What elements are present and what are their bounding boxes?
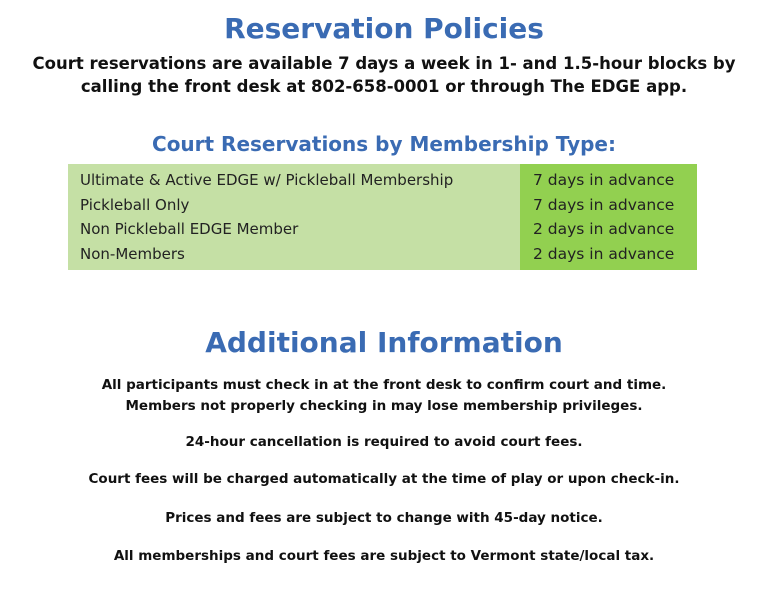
tax-notice: All memberships and court fees are subject to Vermont state/local tax. [113, 548, 655, 564]
membership-type-cell: Non-Members [68, 242, 520, 271]
membership-type-cell: Ultimate & Active EDGE w/ Pickleball Membership [68, 164, 520, 193]
advance-days-cell: 2 days in advance [520, 242, 697, 271]
membership-type-cell: Pickleball Only [68, 193, 520, 218]
checkin-notice [0, 375, 768, 417]
reservation-intro-line-1: Court reservations are available 7 days a week in 1- and 1.5-hour blocks by [32, 54, 736, 73]
advance-days-cell: 7 days in advance [520, 193, 697, 218]
table-row [68, 193, 697, 218]
reservation-intro [0, 52, 768, 98]
table-row [68, 217, 697, 242]
prices-notice: Prices and fees are subject to change with 45-day notice. [165, 510, 603, 526]
membership-type-cell: Non Pickleball EDGE Member [68, 217, 520, 242]
reservation-policies-title: Reservation Policies [224, 12, 544, 45]
reservation-intro-line-2: calling the front desk at 802-658-0001 or through The EDGE app. [80, 77, 688, 96]
court-fees-notice: Court fees will be charged automatically at the time of play or upon check-in. [88, 471, 680, 487]
cancellation-notice: 24-hour cancellation is required to avoid court fees. [185, 434, 583, 450]
table-row [68, 164, 697, 193]
advance-days-cell: 7 days in advance [520, 164, 697, 193]
advance-days-cell: 2 days in advance [520, 217, 697, 242]
table-row [68, 242, 697, 271]
checkin-notice-line-2: Members not properly checking in may lose membership privileges. [125, 398, 643, 414]
court-reservations-title: Court Reservations by Membership Type: [152, 132, 616, 156]
additional-information-title: Additional Information [205, 326, 563, 359]
membership-table [68, 164, 697, 270]
checkin-notice-line-1: All participants must check in at the front desk to confirm court and time. [101, 377, 667, 393]
